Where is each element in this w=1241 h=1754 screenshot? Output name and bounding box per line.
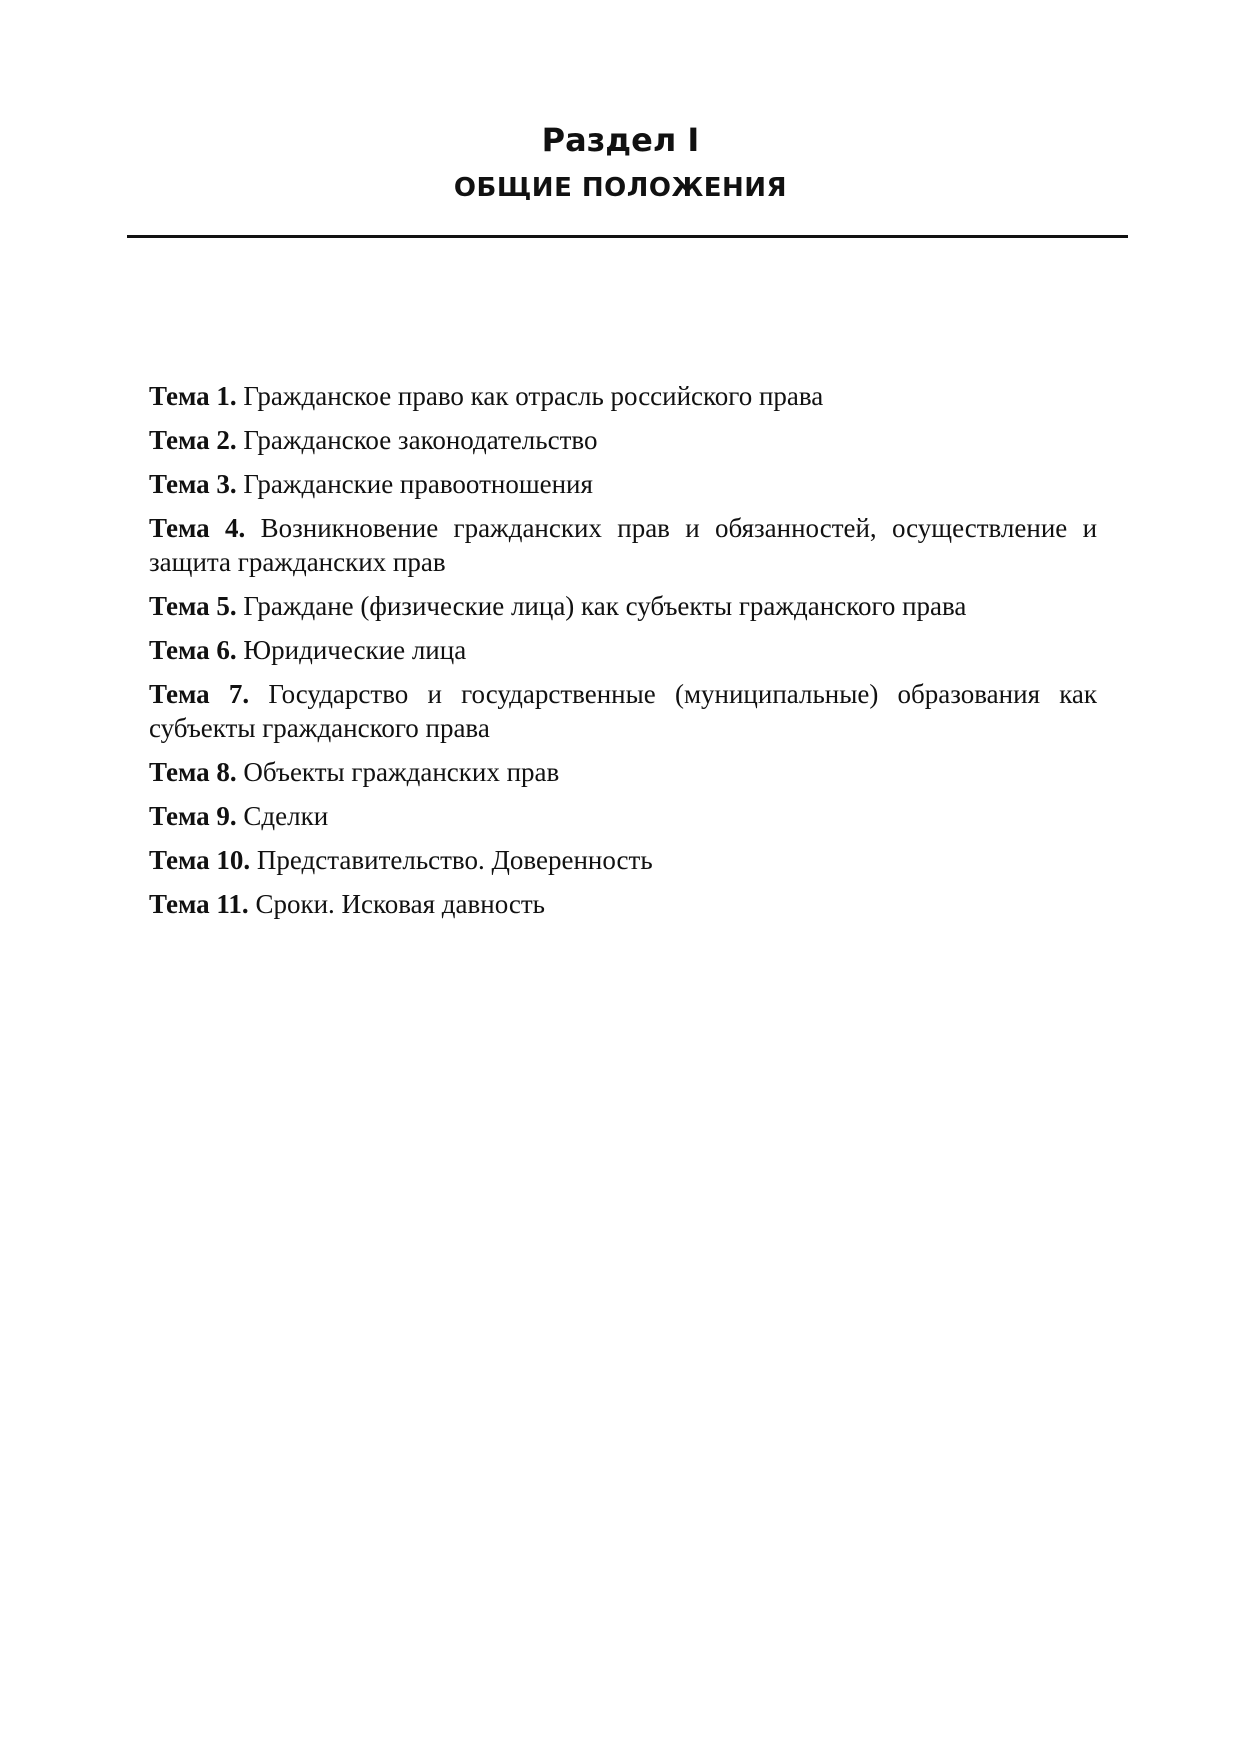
topic-text: Сроки. Исковая давность — [255, 889, 545, 919]
topic-label: Тема 4. — [149, 513, 246, 543]
topic-text: Юридические лица — [243, 635, 467, 665]
topic-item — [149, 511, 1097, 579]
topic-text: Гражданское законодательство — [243, 425, 598, 455]
section-header — [0, 118, 1241, 209]
topic-item — [149, 799, 1097, 833]
header-divider — [127, 235, 1128, 238]
topic-item — [149, 423, 1097, 457]
topic-item — [149, 379, 1097, 413]
topic-item — [149, 755, 1097, 789]
topic-item — [149, 677, 1097, 745]
topic-text: Объекты гражданских прав — [243, 757, 560, 787]
section-number: Раздел I — [541, 121, 700, 159]
topic-text: Возникновение гражданских прав и обязанностей, осуществление и защита гражданских прав — [149, 513, 1098, 577]
topic-item — [149, 467, 1097, 501]
topic-label: Тема 5. — [149, 591, 237, 621]
topic-label: Тема 6. — [149, 635, 237, 665]
topic-item — [149, 843, 1097, 877]
topic-label: Тема 11. — [149, 889, 249, 919]
topic-item — [149, 589, 1097, 623]
topic-text: Государство и государственные (муниципальные) образования как субъекты гражданского права — [149, 679, 1098, 743]
topic-text: Гражданские правоотношения — [243, 469, 593, 499]
topic-label: Тема 3. — [149, 469, 237, 499]
section-title: ОБЩИЕ ПОЛОЖЕНИЯ — [453, 173, 788, 203]
topic-text: Граждане (физические лица) как субъекты гражданского права — [243, 591, 967, 621]
topic-item — [149, 887, 1097, 921]
topic-label: Тема 10. — [149, 845, 251, 875]
topic-label: Тема 2. — [149, 425, 237, 455]
topic-list — [149, 379, 1097, 931]
topic-label: Тема 1. — [149, 381, 237, 411]
topic-text: Гражданское право как отрасль российского права — [243, 381, 824, 411]
topic-item — [149, 633, 1097, 667]
topic-label: Тема 9. — [149, 801, 237, 831]
topic-text: Сделки — [243, 801, 329, 831]
topic-text: Представительство. Доверенность — [256, 845, 653, 875]
topic-label: Тема 7. — [149, 679, 250, 709]
topic-label: Тема 8. — [149, 757, 237, 787]
